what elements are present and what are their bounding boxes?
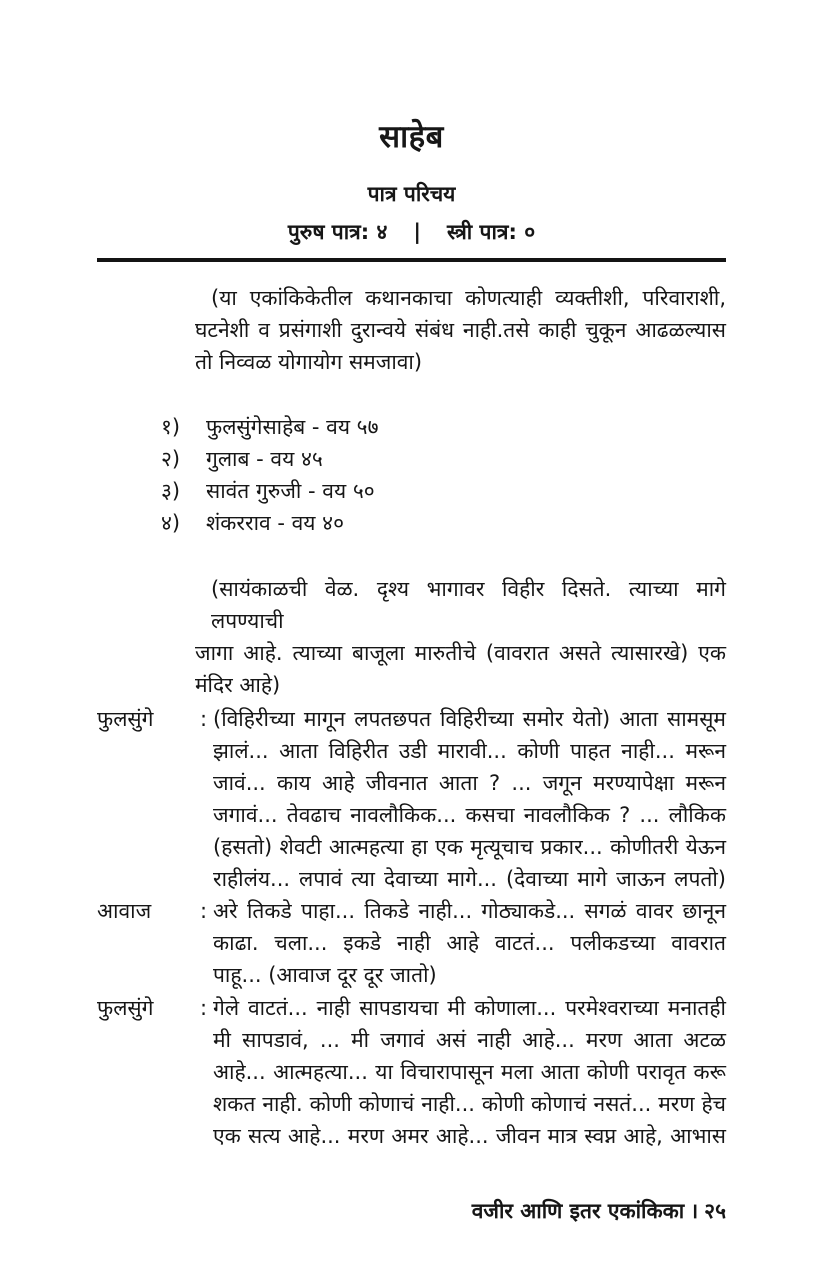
stage-direction-line: मंदिर आहे) bbox=[195, 673, 281, 697]
dialogue-line: (विहिरीच्या मागून लपतछपत विहिरीच्या समोर येतो) आता सामसूम bbox=[213, 707, 726, 731]
stage-direction-line: जागा आहे. त्याच्या बाजूला मारुतीचे (वावरात असते त्यासारखे) एक bbox=[195, 641, 726, 665]
dialogue-line: काढा. चला... इकडे नाही आहे वाटतं... पलीकडच्या वावरात bbox=[213, 931, 726, 955]
dialogue-line: जावं... काय आहे जीवनात आता ? ... जगून मरण्यापेक्षा मरून bbox=[213, 771, 726, 795]
play-title: साहेब bbox=[379, 119, 444, 155]
dialogue-line: राहीलंय... लपावं त्या देवाच्या मागे... (देवाच्या मागे जाऊन लपतो) bbox=[213, 867, 726, 891]
character-number: ४) bbox=[161, 511, 181, 535]
dialogue-line: मी सापडावं, ... मी जगावं असं नाही आहे... मरण आता अटळ bbox=[213, 1028, 726, 1052]
footer-separator: । bbox=[690, 1199, 699, 1223]
dialogue-block bbox=[97, 895, 726, 991]
dialogue-line: एक सत्य आहे... मरण अमर आहे... जीवन मात्र स्वप्न आहे, आभास bbox=[213, 1124, 726, 1148]
stage-direction-paragraph bbox=[195, 573, 726, 701]
dialogue-block bbox=[97, 703, 726, 895]
footer-page-number: २५ bbox=[704, 1199, 726, 1223]
speaker-name: फुलसुंगे bbox=[97, 996, 154, 1020]
speaker-colon: : bbox=[200, 996, 208, 1020]
cast-count-separator: | bbox=[413, 220, 422, 244]
dialogue-line: (हसतो) शेवटी आत्महत्या हा एक मृत्यूचाच प्रकार... कोणीतरी येऊन bbox=[213, 835, 726, 859]
character-list-item bbox=[161, 411, 726, 443]
character-list-item bbox=[161, 443, 726, 475]
speaker-name: आवाज bbox=[97, 899, 152, 923]
character-description: फुलसुंगेसाहेब - वय ५७ bbox=[206, 415, 379, 439]
character-number: २) bbox=[161, 447, 181, 471]
character-list bbox=[161, 411, 726, 539]
dialogue-block bbox=[97, 992, 726, 1152]
character-number: ३) bbox=[161, 479, 181, 503]
character-number: १) bbox=[161, 415, 181, 439]
disclaimer-line: (या एकांकिकेतील कथानकाचा कोणत्याही व्यक्तीशी, परिवाराशी, bbox=[211, 286, 726, 310]
dialogue-line: जगावं... तेवढाच नावलौकिक... कसचा नावलौकिक ? ... लौकिक bbox=[213, 803, 726, 827]
dialogue-line: आहे... आत्महत्या... या विचारापासून मला आता कोणी परावृत करू bbox=[213, 1060, 726, 1084]
dialogue-line: शकत नाही. कोणी कोणाचं नाही... कोणी कोणाचं नसतं... मरण हेच bbox=[213, 1092, 726, 1116]
dialogue-line: पाहू... (आवाज दूर दूर जातो) bbox=[213, 963, 437, 987]
character-list-item bbox=[161, 475, 726, 507]
dialogue-line: अरे तिकडे पाहा... तिकडे नाही... गोठ्याकडे... सगळं वावर छानून bbox=[213, 899, 726, 923]
disclaimer-line: घटनेशी व प्रसंगाशी दुरान्वये संबंध नाही.तसे काही चुकून आढळल्यास bbox=[195, 318, 726, 342]
dialogue-line: झालं... आता विहिरीत उडी मारावी... कोणी पाहत नाही... मरून bbox=[213, 739, 726, 763]
speaker-colon: : bbox=[200, 899, 208, 923]
character-description: गुलाब - वय ४५ bbox=[206, 447, 323, 471]
speaker-colon: : bbox=[200, 707, 208, 731]
page-footer bbox=[97, 1196, 726, 1226]
speaker-name: फुलसुंगे bbox=[97, 707, 154, 731]
disclaimer-paragraph bbox=[195, 282, 726, 378]
disclaimer-line: तो निव्वळ योगायोग समजावा) bbox=[195, 350, 423, 374]
female-cast-count: स्त्री पात्र: ० bbox=[447, 220, 536, 244]
character-list-item bbox=[161, 507, 726, 539]
footer-book-title: वजीर आणि इतर एकांकिका bbox=[471, 1199, 685, 1223]
dialogue-line: गेले वाटतं... नाही सापडायचा मी कोणाला... परमेश्वराच्या मनातही bbox=[213, 996, 726, 1020]
character-description: सावंत गुरुजी - वय ५० bbox=[206, 479, 375, 503]
stage-direction-line: (सायंकाळची वेळ. दृश्य भागावर विहीर दिसते. त्याच्या मागे लपण्याची bbox=[211, 577, 726, 633]
character-description: शंकरराव - वय ४० bbox=[206, 511, 345, 535]
cast-intro-heading: पात्र परिचय bbox=[367, 182, 456, 206]
male-cast-count: पुरुष पात्र: ४ bbox=[287, 220, 388, 244]
page-content bbox=[97, 0, 726, 1226]
cast-count-line bbox=[97, 218, 726, 246]
divider-rule bbox=[97, 258, 726, 262]
